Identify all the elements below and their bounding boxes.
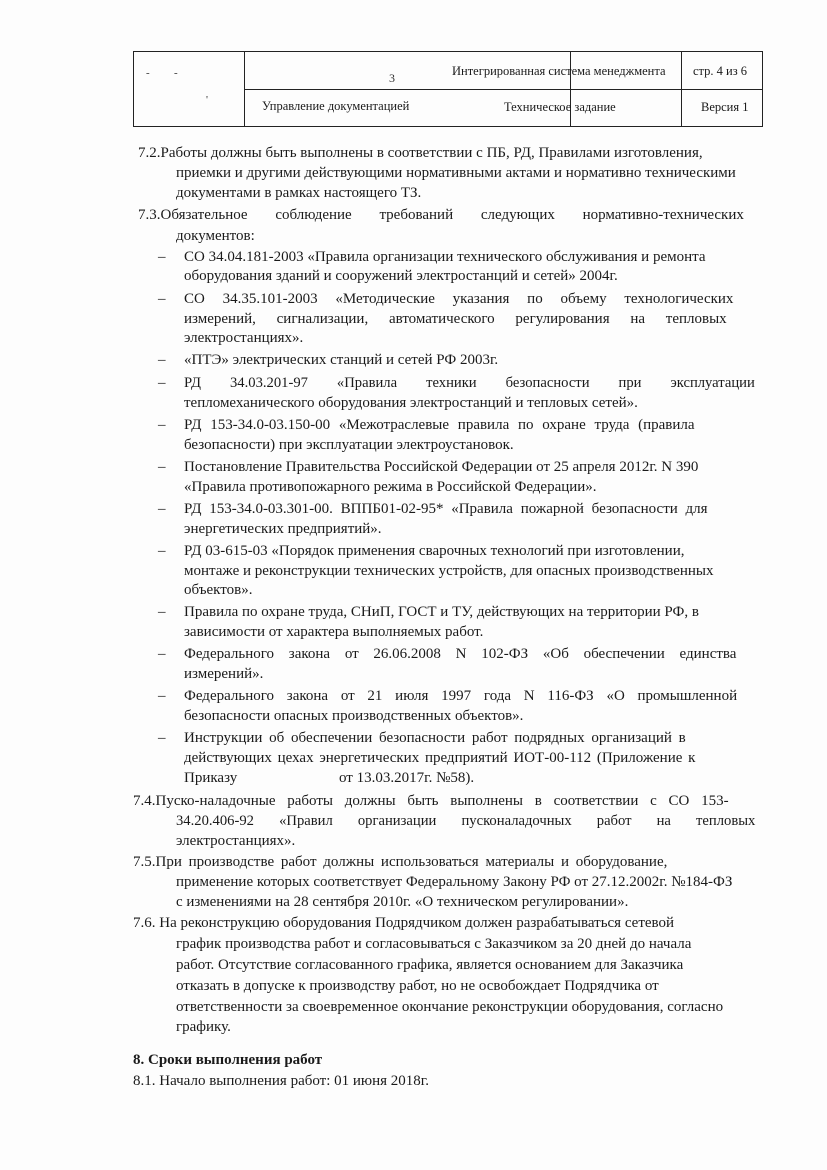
list-item-line: Федерального закона от 21 июля 1997 года N 116-ФЗ «О промышленной <box>184 688 738 704</box>
paragraph-line: 7.5.При производстве работ должны использоваться материалы и оборудование, <box>133 854 668 870</box>
list-item-line: Федерального закона от 26.06.2008 N 102-ФЗ «Об обеспечении единства <box>184 646 737 662</box>
list-item-line: безопасности) при эксплуатации электроустановок. <box>184 437 514 453</box>
paragraph-line: 7.2.Работы должны быть выполнены в соответствии с ПБ, РД, Правилами изготовления, <box>138 145 703 161</box>
list-item-line: РД 03-615-03 «Порядок применения сварочных технологий при изготовлении, <box>184 543 685 559</box>
system-name: Интегрированная система менеджмента <box>452 64 666 78</box>
list-item-line: РД 153-34.0-03.150-00 «Межотраслевые правила по охране труда (правила <box>184 417 695 433</box>
list-bullet: – <box>158 604 166 620</box>
paragraph-line: работ. Отсутствие согласованного графика, является основанием для Заказчика <box>176 957 684 973</box>
paragraph-line: 34.20.406-92 «Правил организации пусконаладочных работ на тепловых <box>176 813 756 829</box>
list-item-line: Приказу <box>184 770 238 786</box>
list-item-line: РД 34.03.201-97 «Правила техники безопасности при эксплуатации <box>184 375 755 391</box>
list-item-line: Инструкции об обеспечении безопасности работ подрядных организаций в <box>184 730 686 746</box>
paragraph-line: 7.3.Обязательное соблюдение требований следующих нормативно-технических <box>138 207 744 223</box>
paragraph-line: 7.6. На реконструкцию оборудования Подрядчиком должен разрабатываться сетевой <box>133 915 675 931</box>
paragraph-line: 7.4.Пуско-наладочные работы должны быть выполнены в соответствии с СО 153- <box>133 793 729 809</box>
paragraph-line: графику. <box>176 1019 231 1035</box>
paragraph-line: применение которых соответствует Федеральному Закону РФ от 27.12.2002г. №184-ФЗ <box>176 874 733 890</box>
list-bullet: – <box>158 459 166 475</box>
list-bullet: – <box>158 646 166 662</box>
page-label: стр. 4 из 6 <box>693 64 748 78</box>
version-label: Версия 1 <box>701 100 749 114</box>
section-heading: 8. Сроки выполнения работ <box>133 1052 323 1068</box>
list-item-line: объектов». <box>184 582 253 598</box>
list-item-line: безопасности опасных производственных объектов». <box>184 708 524 724</box>
paragraph-line: 8.1. Начало выполнения работ: 01 июня 2018г. <box>133 1073 430 1089</box>
list-item-line: зависимости от характера выполняемых работ. <box>184 624 484 640</box>
list-bullet: – <box>158 501 166 517</box>
document-header-table <box>133 51 763 127</box>
paragraph-line: график производства работ и согласовываться с Заказчиком за 20 дней до начала <box>176 936 692 952</box>
doc-type: Техническое задание <box>504 100 616 114</box>
paragraph-line: с изменениями на 28 сентября 2010г. «О техническом регулировании». <box>176 894 629 910</box>
doc-section: Управление документацией <box>262 99 410 113</box>
list-item-line: электростанциях». <box>184 330 304 346</box>
paragraph-line: приемки и другими действующими нормативными актами и нормативно техническими <box>176 165 736 181</box>
list-item-line: «Правила противопожарного режима в Российской Федерации». <box>184 479 597 495</box>
list-item-line: от 13.03.2017г. №58). <box>339 770 475 786</box>
list-item-line: действующих цехах энергетических предприятий ИОТ-00-112 (Приложение к <box>184 750 696 766</box>
list-bullet: – <box>158 291 166 307</box>
list-bullet: – <box>158 417 166 433</box>
paragraph-line: отказать в допуске к производству работ, но не освобождает Подрядчика от <box>176 978 659 994</box>
list-bullet: – <box>158 688 166 704</box>
list-item-line: оборудования зданий и сооружений электростанций и сетей» 2004г. <box>184 268 618 284</box>
list-item-line: энергетических предприятий». <box>184 521 382 537</box>
header-number: 3 <box>389 71 395 85</box>
list-item-line: тепломеханического оборудования электростанций и тепловых сетей». <box>184 395 638 411</box>
list-item-line: СО 34.35.101-2003 «Методические указания по объему технологических <box>184 291 734 307</box>
list-bullet: – <box>158 375 166 391</box>
list-bullet: – <box>158 352 166 368</box>
logo-mark: ' <box>206 94 208 106</box>
logo-mark: - <box>174 67 178 79</box>
list-item-line: измерений». <box>184 666 264 682</box>
list-item-line: измерений, сигнализации, автоматического регулирования на тепловых <box>184 311 727 327</box>
paragraph-line: документами в рамках настоящего ТЗ. <box>176 185 422 201</box>
paragraph-line: ответственности за своевременное окончание реконструкции оборудования, согласно <box>176 999 724 1015</box>
list-bullet: – <box>158 730 166 746</box>
list-item-line: монтаже и реконструкции технических устройств, для опасных производственных <box>184 563 714 579</box>
list-item-line: «ПТЭ» электрических станций и сетей РФ 2003г. <box>184 352 499 368</box>
list-item-line: Правила по охране труда, СНиП, ГОСТ и ТУ, действующих на территории РФ, в <box>184 604 699 620</box>
list-item-line: Постановление Правительства Российской Федерации от 25 апреля 2012г. N 390 <box>184 459 699 475</box>
list-item-line: СО 34.04.181-2003 «Правила организации технического обслуживания и ремонта <box>184 249 706 265</box>
list-item-line: РД 153-34.0-03.301-00. ВППБ01-02-95* «Правила пожарной безопасности для <box>184 501 708 517</box>
paragraph-line: электростанциях». <box>176 833 296 849</box>
list-bullet: – <box>158 249 166 265</box>
paragraph-line: документов: <box>176 228 255 244</box>
logo-mark: - <box>146 67 150 79</box>
list-bullet: – <box>158 543 166 559</box>
